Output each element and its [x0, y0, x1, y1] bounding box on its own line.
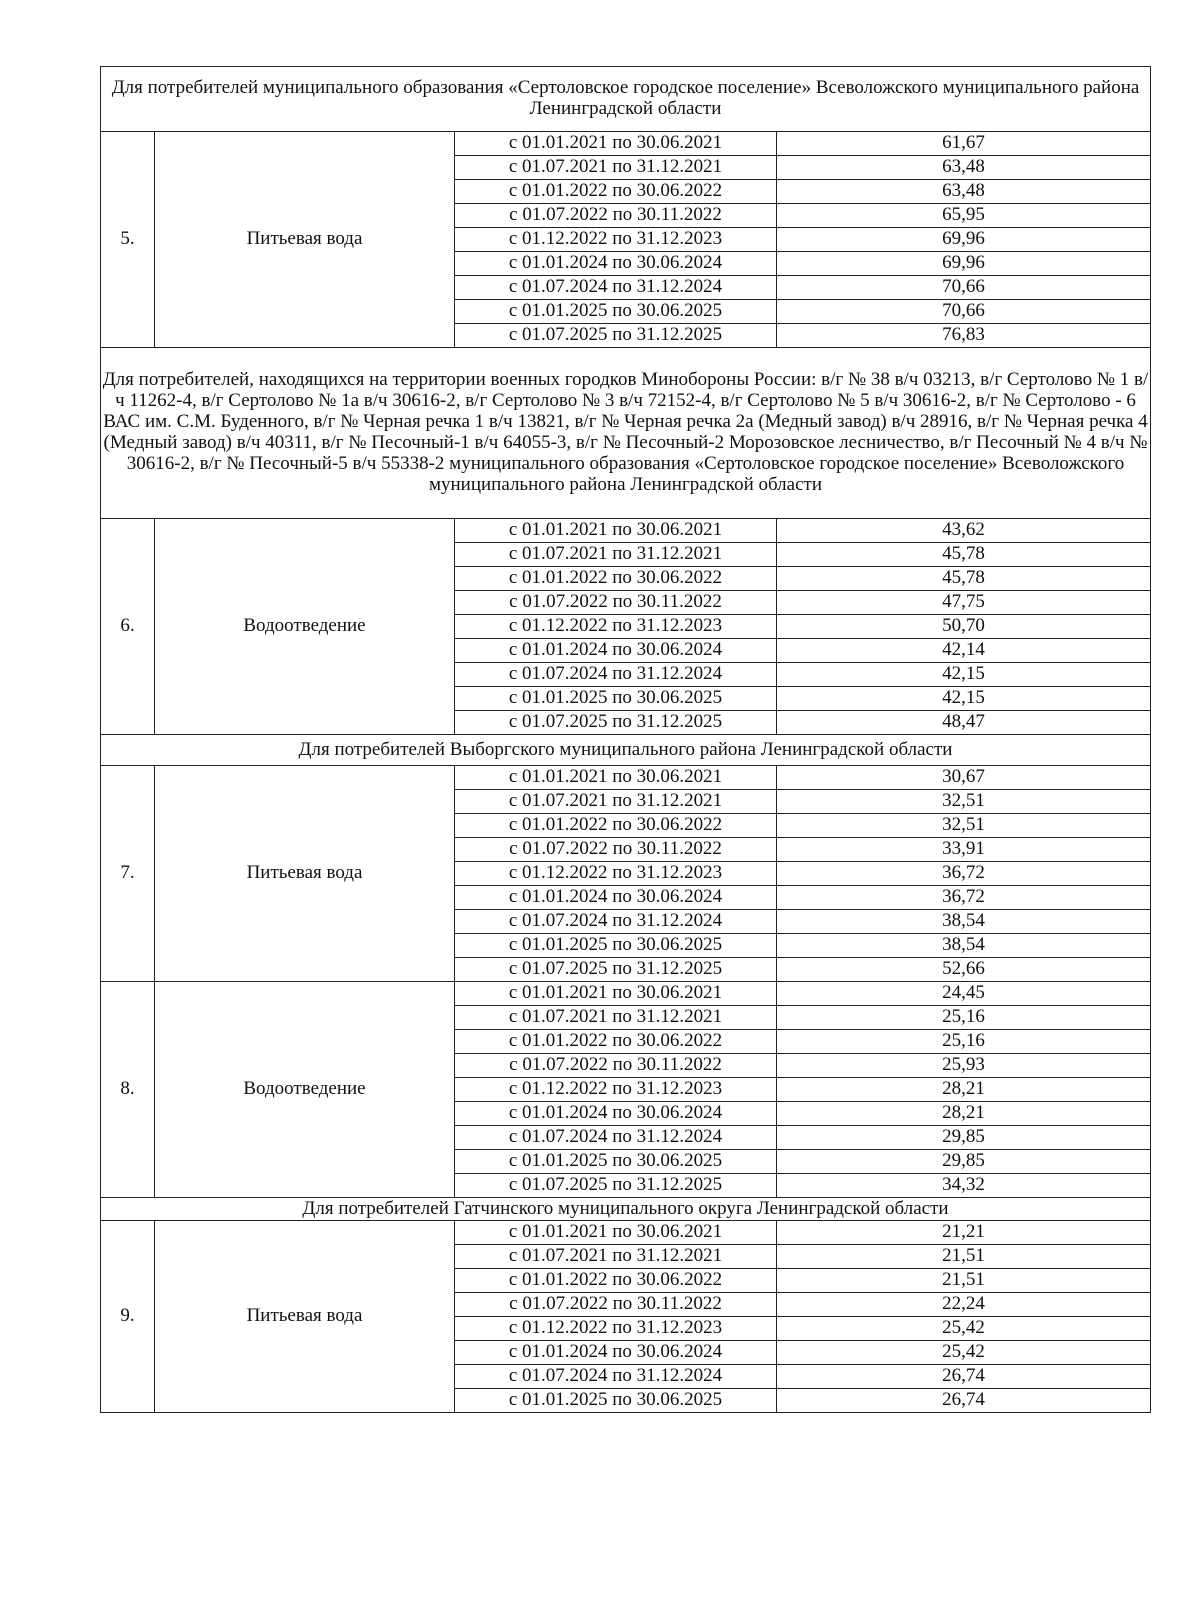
- period-cell: с 01.01.2025 по 30.06.2025: [455, 687, 777, 711]
- tariff-value-cell: 25,16: [777, 1030, 1151, 1054]
- service-name: Водоотведение: [155, 519, 455, 735]
- tariff-value-cell: 34,32: [777, 1174, 1151, 1198]
- tariff-value-cell: 63,48: [777, 156, 1151, 180]
- tariff-value-cell: 25,42: [777, 1341, 1151, 1365]
- period-cell: с 01.01.2024 по 30.06.2024: [455, 1102, 777, 1126]
- period-cell: с 01.07.2021 по 31.12.2021: [455, 543, 777, 567]
- tariff-value-cell: 33,91: [777, 838, 1151, 862]
- period-cell: с 01.01.2022 по 30.06.2022: [455, 1269, 777, 1293]
- tariff-value-cell: 70,66: [777, 300, 1151, 324]
- tariff-table: [100, 66, 1151, 1413]
- tariff-value-cell: 29,85: [777, 1150, 1151, 1174]
- period-cell: с 01.01.2024 по 30.06.2024: [455, 1341, 777, 1365]
- period-cell: с 01.07.2025 по 31.12.2025: [455, 1174, 777, 1198]
- tariff-value-cell: 43,62: [777, 519, 1151, 543]
- tariff-value-cell: 32,51: [777, 814, 1151, 838]
- period-cell: с 01.01.2025 по 30.06.2025: [455, 934, 777, 958]
- tariff-value-cell: 48,47: [777, 711, 1151, 735]
- period-cell: с 01.12.2022 по 31.12.2023: [455, 862, 777, 886]
- tariff-value-cell: 22,24: [777, 1293, 1151, 1317]
- period-cell: с 01.01.2025 по 30.06.2025: [455, 1150, 777, 1174]
- period-cell: с 01.07.2024 по 31.12.2024: [455, 910, 777, 934]
- period-cell: с 01.01.2025 по 30.06.2025: [455, 300, 777, 324]
- period-cell: с 01.01.2021 по 30.06.2021: [455, 982, 777, 1006]
- service-name: Питьевая вода: [155, 132, 455, 348]
- period-cell: с 01.01.2022 по 30.06.2022: [455, 180, 777, 204]
- tariff-value-cell: 42,14: [777, 639, 1151, 663]
- period-cell: с 01.01.2022 по 30.06.2022: [455, 567, 777, 591]
- section-heading-row: [101, 67, 1151, 132]
- table-row: [101, 766, 1151, 790]
- table-row: [101, 519, 1151, 543]
- period-cell: с 01.07.2021 по 31.12.2021: [455, 790, 777, 814]
- tariff-value-cell: 25,42: [777, 1317, 1151, 1341]
- period-cell: с 01.07.2021 по 31.12.2021: [455, 1006, 777, 1030]
- tariff-value-cell: 36,72: [777, 886, 1151, 910]
- period-cell: с 01.01.2024 по 30.06.2024: [455, 886, 777, 910]
- tariff-value-cell: 28,21: [777, 1078, 1151, 1102]
- tariff-value-cell: 30,67: [777, 766, 1151, 790]
- period-cell: с 01.07.2024 по 31.12.2024: [455, 663, 777, 687]
- period-cell: с 01.01.2021 по 30.06.2021: [455, 766, 777, 790]
- section-heading-row: [101, 348, 1151, 519]
- period-cell: с 01.07.2025 по 31.12.2025: [455, 324, 777, 348]
- item-number: 9.: [101, 1221, 155, 1413]
- period-cell: с 01.07.2024 по 31.12.2024: [455, 1126, 777, 1150]
- tariff-value-cell: 21,51: [777, 1269, 1151, 1293]
- period-cell: с 01.07.2025 по 31.12.2025: [455, 711, 777, 735]
- period-cell: с 01.01.2021 по 30.06.2021: [455, 519, 777, 543]
- tariff-value-cell: 76,83: [777, 324, 1151, 348]
- tariff-value-cell: 47,75: [777, 591, 1151, 615]
- tariff-value-cell: 42,15: [777, 663, 1151, 687]
- period-cell: с 01.01.2021 по 30.06.2021: [455, 1221, 777, 1245]
- tariff-value-cell: 63,48: [777, 180, 1151, 204]
- tariff-value-cell: 25,93: [777, 1054, 1151, 1078]
- table-row: [101, 1221, 1151, 1245]
- period-cell: с 01.07.2022 по 30.11.2022: [455, 591, 777, 615]
- tariff-value-cell: 25,16: [777, 1006, 1151, 1030]
- item-number: 5.: [101, 132, 155, 348]
- period-cell: с 01.07.2022 по 30.11.2022: [455, 1293, 777, 1317]
- table-row: [101, 982, 1151, 1006]
- period-cell: с 01.07.2024 по 31.12.2024: [455, 1365, 777, 1389]
- period-cell: с 01.12.2022 по 31.12.2023: [455, 228, 777, 252]
- tariff-value-cell: 21,51: [777, 1245, 1151, 1269]
- item-number: 8.: [101, 982, 155, 1198]
- tariff-value-cell: 69,96: [777, 252, 1151, 276]
- period-cell: с 01.01.2025 по 30.06.2025: [455, 1389, 777, 1413]
- period-cell: с 01.01.2024 по 30.06.2024: [455, 639, 777, 663]
- period-cell: с 01.12.2022 по 31.12.2023: [455, 1317, 777, 1341]
- period-cell: с 01.07.2022 по 30.11.2022: [455, 1054, 777, 1078]
- tariff-value-cell: 45,78: [777, 543, 1151, 567]
- service-name: Питьевая вода: [155, 766, 455, 982]
- tariff-value-cell: 45,78: [777, 567, 1151, 591]
- period-cell: с 01.12.2022 по 31.12.2023: [455, 615, 777, 639]
- tariff-table-body: [101, 67, 1151, 1413]
- tariff-value-cell: 38,54: [777, 910, 1151, 934]
- period-cell: с 01.01.2022 по 30.06.2022: [455, 814, 777, 838]
- period-cell: с 01.01.2022 по 30.06.2022: [455, 1030, 777, 1054]
- period-cell: с 01.07.2022 по 30.11.2022: [455, 204, 777, 228]
- section-heading: Для потребителей Выборгского муниципального района Ленинградской области: [101, 735, 1151, 766]
- tariff-value-cell: 61,67: [777, 132, 1151, 156]
- period-cell: с 01.01.2021 по 30.06.2021: [455, 132, 777, 156]
- service-name: Водоотведение: [155, 982, 455, 1198]
- tariff-value-cell: 70,66: [777, 276, 1151, 300]
- tariff-value-cell: 26,74: [777, 1365, 1151, 1389]
- section-heading: Для потребителей, находящихся на территории военных городков Минобороны России: в/г № 38 в/ч 03213, в/г Сертолово № 1 в/ч 11262-4, в/г Сертолово № 1а в/ч 30616-2, в/г Сертолово № 3 в/ч 72152-4, в/г Сертолово № 5 в/ч 30616-2, в/г № Сертолово - 6 ВАС им. С.М. Буденного, в/г № Черная речка 1 в/ч 13821, в/г № Черная речка 2а (Медный завод) в/ч 28916, в/г № Черная речка 4 (Медный завод) в/ч 40311, в/г № Песочный-1 в/ч 64055-3, в/г № Песочный-2 Морозовское лесничество, в/г Песочный № 4 в/ч № 30616-2, в/г № Песочный-5 в/ч 55338-2 муниципального образования «Сертоловское городское поселение» Всеволожского муниципального района Ленинградской области: [101, 348, 1151, 519]
- tariff-value-cell: 36,72: [777, 862, 1151, 886]
- table-row: [101, 132, 1151, 156]
- period-cell: с 01.07.2021 по 31.12.2021: [455, 1245, 777, 1269]
- service-name: Питьевая вода: [155, 1221, 455, 1413]
- period-cell: с 01.07.2025 по 31.12.2025: [455, 958, 777, 982]
- period-cell: с 01.01.2024 по 30.06.2024: [455, 252, 777, 276]
- period-cell: с 01.07.2022 по 30.11.2022: [455, 838, 777, 862]
- tariff-value-cell: 26,74: [777, 1389, 1151, 1413]
- section-heading: Для потребителей Гатчинского муниципального округа Ленинградской области: [101, 1198, 1151, 1221]
- tariff-value-cell: 21,21: [777, 1221, 1151, 1245]
- period-cell: с 01.07.2024 по 31.12.2024: [455, 276, 777, 300]
- tariff-value-cell: 42,15: [777, 687, 1151, 711]
- tariff-value-cell: 29,85: [777, 1126, 1151, 1150]
- tariff-value-cell: 28,21: [777, 1102, 1151, 1126]
- section-heading-row: [101, 735, 1151, 766]
- item-number: 7.: [101, 766, 155, 982]
- tariff-value-cell: 65,95: [777, 204, 1151, 228]
- tariff-value-cell: 52,66: [777, 958, 1151, 982]
- tariff-value-cell: 38,54: [777, 934, 1151, 958]
- tariff-value-cell: 50,70: [777, 615, 1151, 639]
- period-cell: с 01.12.2022 по 31.12.2023: [455, 1078, 777, 1102]
- tariff-value-cell: 69,96: [777, 228, 1151, 252]
- tariff-value-cell: 32,51: [777, 790, 1151, 814]
- item-number: 6.: [101, 519, 155, 735]
- section-heading: Для потребителей муниципального образования «Сертоловское городское поселение» Всеволожского муниципального района Ленинградской области: [101, 67, 1151, 132]
- period-cell: с 01.07.2021 по 31.12.2021: [455, 156, 777, 180]
- tariff-value-cell: 24,45: [777, 982, 1151, 1006]
- section-heading-row: [101, 1198, 1151, 1221]
